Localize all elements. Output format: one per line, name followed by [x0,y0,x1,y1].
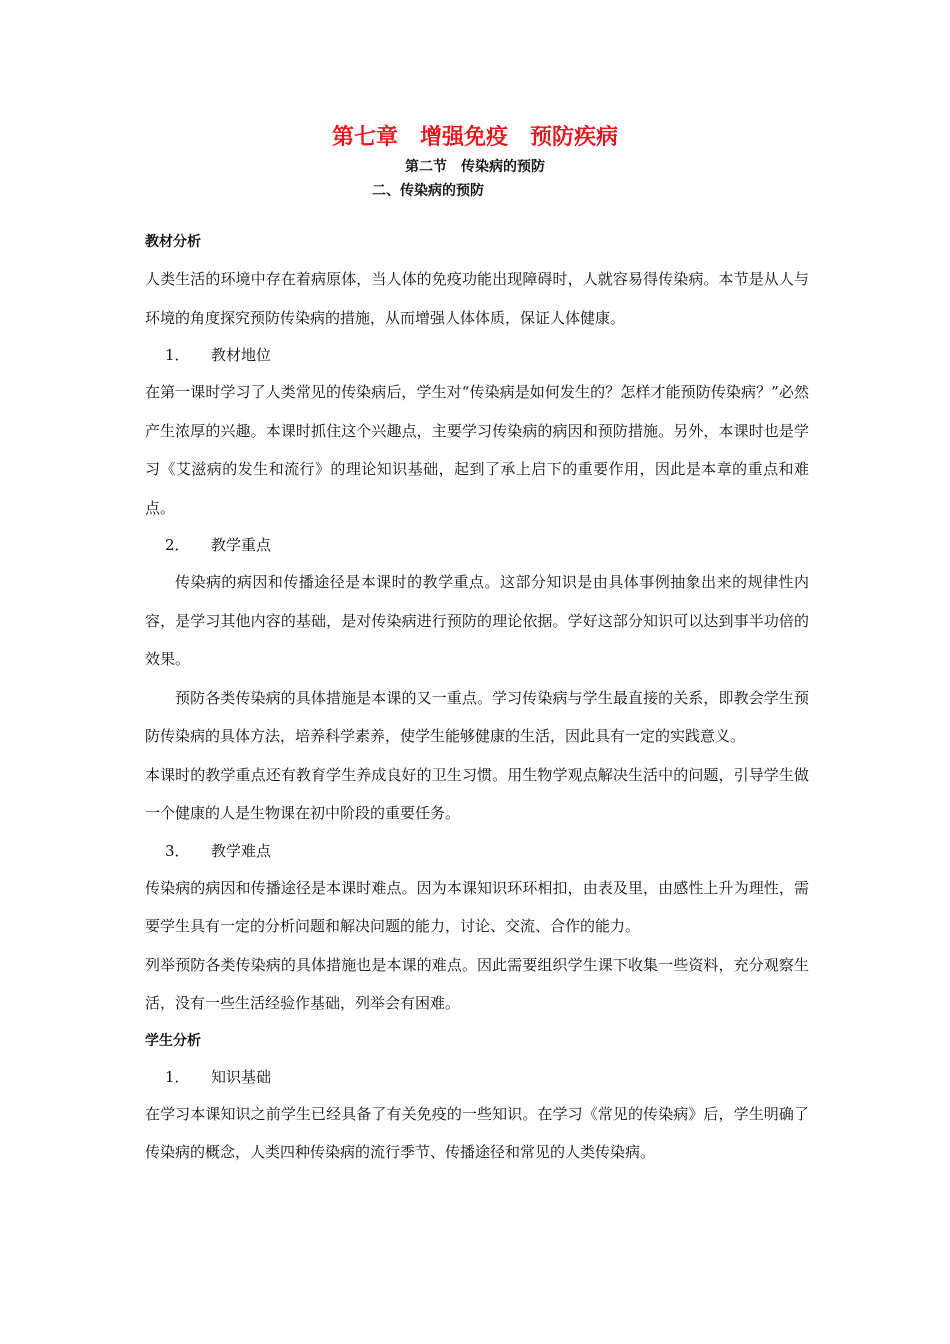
document-body [145,224,809,1172]
list-item-3 [145,833,809,869]
subsection-title: 二、传染病的预防 [372,183,484,199]
item-label: 教材地位 [211,346,272,364]
paragraph-item2-a: 传染病的病因和传播途径是本课时的教学重点。这部分知识是由具体事例抽象出来的规律性内容，是学习其他内容的基础，是对传染病进行预防的理论依据。学好这部分知识可以达到事半功倍的效果。 [145,573,809,668]
item-label: 教学重点 [211,536,272,554]
heading-material-analysis: 教材分析 [145,234,201,250]
list-item-1 [145,337,809,373]
heading-student-analysis: 学生分析 [145,1032,201,1049]
item-label: 知识基础 [211,1067,272,1086]
paragraph-item3-a: 传染病的病因和传播途径是本课时难点。因为本课知识环环相扣，由表及里，由感性上升为理性，需要学生具有一定的分析问题和解决问题的能力，讨论、交流、合作的能力。 [145,878,809,935]
item-number: 1． [165,346,190,364]
list-item-4 [145,1059,809,1095]
chapter-title: 第七章 增强免疫 预防疾病 [331,125,618,150]
item-number: 1． [165,1067,190,1086]
list-item-2 [145,527,809,563]
section-title: 第二节 传染病的预防 [405,159,545,175]
item-label: 教学难点 [211,841,272,860]
paragraph-item2-b: 预防各类传染病的具体措施是本课的又一重点。学习传染病与学生最直接的关系，即教会学生预防传染病的具体方法，培养科学素养，使学生能够健康的生活，因此具有一定的实践意义。 [145,688,809,745]
item-number: 3． [165,841,190,860]
paragraph-item1: 在第一课时学习了人类常见的传染病后，学生对“传染病是如何发生的？怎样才能预防传染病？”必然产生浓厚的兴趣。本课时抓住这个兴趣点，主要学习传染病的病因和预防措施。另外，本课时也是学习《艾滋病的发生和流行》的理论知识基础，起到了承上启下的重要作用，因此是本章的重点和难点。 [145,383,809,517]
paragraph-item3-b: 列举预防各类传染病的具体措施也是本课的难点。因此需要组织学生课下收集一些资料，充分观察生活，没有一些生活经验作基础，列举会有困难。 [145,955,809,1012]
paragraph-item2-c: 本课时的教学重点还有教育学生养成良好的卫生习惯。用生物学观点解决生活中的问题，引导学生做一个健康的人是生物课在初中阶段的重要任务。 [145,765,809,822]
item-number: 2． [165,536,190,554]
paragraph-item4: 在学习本课知识之前学生已经具备了有关免疫的一些知识。在学习《常见的传染病》后，学生明确了传染病的概念，人类四种传染病的流行季节、传播途径和常见的人类传染病。 [145,1104,809,1161]
paragraph-material-intro: 人类生活的环境中存在着病原体，当人体的免疫功能出现障碍时，人就容易得传染病。本节是从人与环境的角度探究预防传染病的措施，从而增强人体体质，保证人体健康。 [145,270,809,327]
